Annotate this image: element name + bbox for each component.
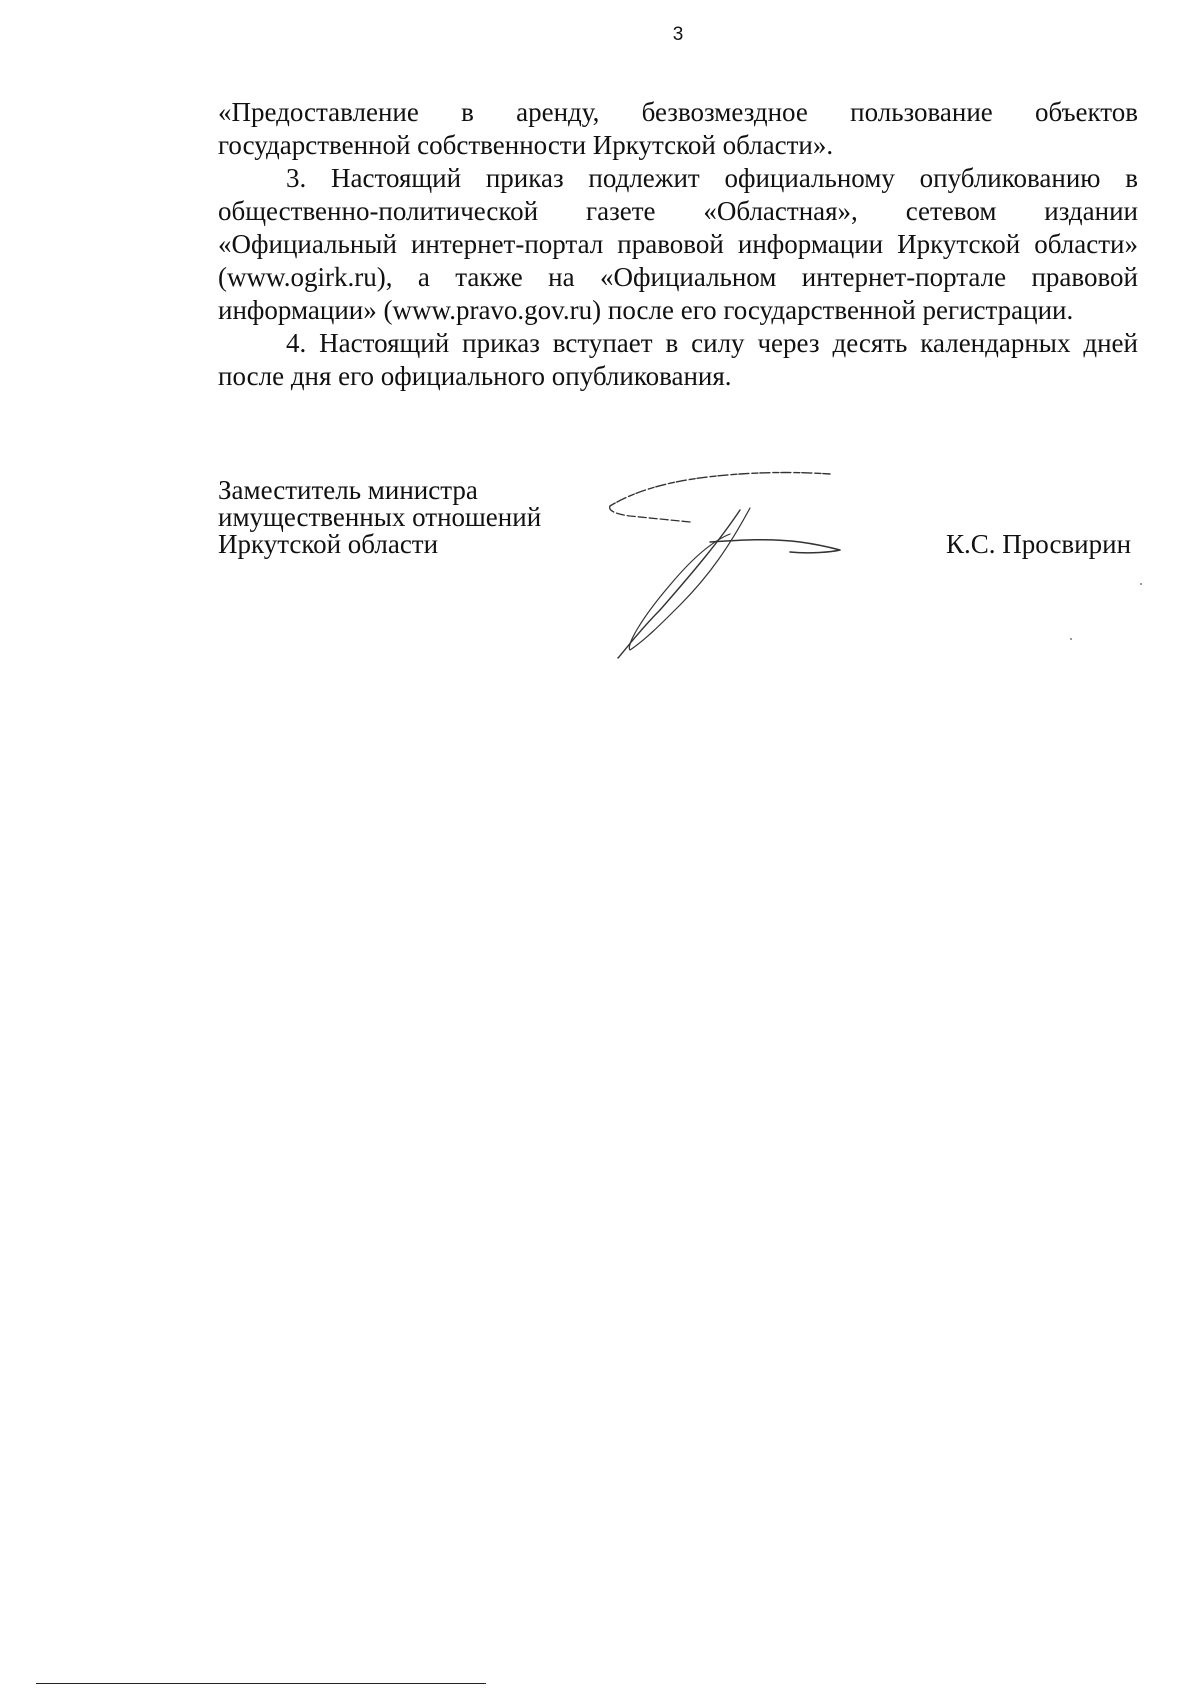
- position-line: Заместитель министра: [218, 475, 478, 505]
- paragraph-item-4: 4. Настоящий приказ вступает в силу через десять календарных дней после дня его официального опубликования.: [218, 328, 1138, 391]
- position-line: имущественных отношений: [218, 502, 542, 532]
- scan-speck: [1140, 583, 1142, 585]
- position-line: Иркутской области: [218, 529, 439, 559]
- signatory-name: К.С. Просвирин: [946, 529, 1132, 559]
- footer-rule: [36, 1683, 486, 1684]
- paragraph-continuation: «Предоставление в аренду, безвозмездное пользование объектов государственной собственности Иркутской области».: [218, 97, 1138, 160]
- paragraph-item-3: 3. Настоящий приказ подлежит официальному опубликованию в общественно-политической газете «Областная», сетевом издании «Официальный интернет-портал правовой информации Иркутской области» (www.ogirk.ru), а также на «Официальном интернет-портале правовой информации» (www.pravo.gov.ru) после его государственной регистрации.: [218, 163, 1138, 325]
- handwritten-signature-icon: [600, 470, 870, 660]
- scan-speck: [1070, 638, 1072, 640]
- page-number: 3: [672, 24, 684, 45]
- signatory-position: [218, 477, 541, 558]
- document-body: [218, 96, 1138, 393]
